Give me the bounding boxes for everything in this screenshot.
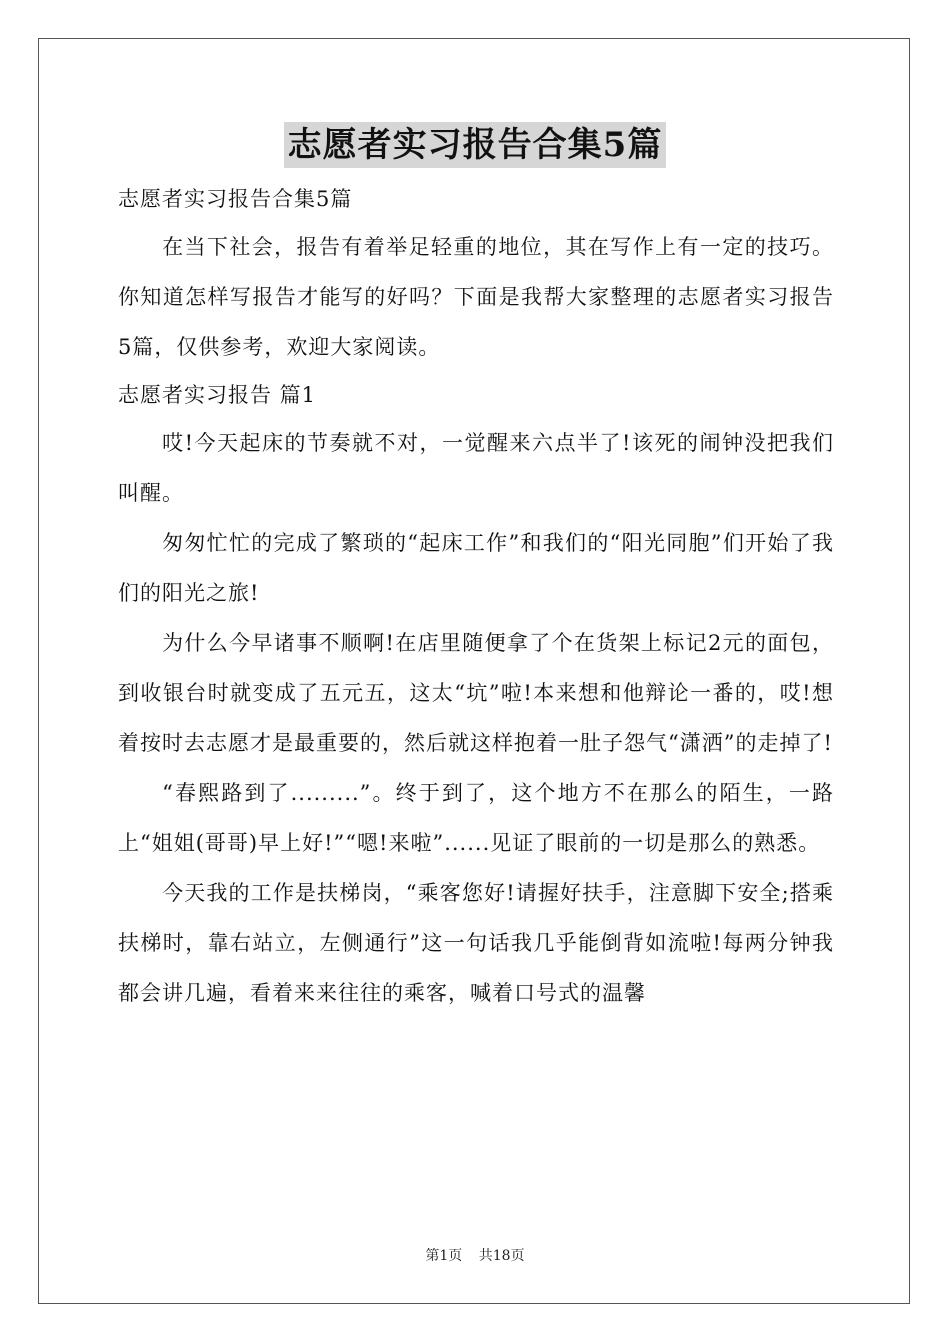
section-heading: 志愿者实习报告 篇1 xyxy=(118,383,317,407)
page-number: 第1页 xyxy=(425,1248,463,1264)
body-paragraph-1: 哎!今天起床的节奏就不对，一觉醒来六点半了!该死的闹钟没把我们叫醒。 xyxy=(118,431,834,505)
page-total: 共18页 xyxy=(478,1248,525,1264)
intro-paragraph: 在当下社会，报告有着举足轻重的地位，其在写作上有一定的技巧。你知道怎样写报告才能写的好吗？下面是我帮大家整理的志愿者实习报告5篇，仅供参考，欢迎大家阅读。 xyxy=(118,235,834,359)
body-paragraph-3: 为什么今早诸事不顺啊!在店里随便拿了个在货架上标记2元的面包，到收银台时就变成了五元五，这太“坑”啦!本来想和他辩论一番的，哎!想着按时去志愿才是最重要的，然后就这样抱着一肚子怨气“潇洒”的走掉了! xyxy=(118,631,834,755)
title-area xyxy=(0,122,950,168)
document-body xyxy=(118,176,834,1018)
body-paragraph-5: 今天我的工作是扶梯岗，“乘客您好!请握好扶手，注意脚下安全;搭乘扶梯时，靠右站立，左侧通行”这一句话我几乎能倒背如流啦!每两分钟我都会讲几遍，看着来来往往的乘客，喊着口号式的温馨 xyxy=(118,881,834,1005)
body-paragraph-2: 匆匆忙忙的完成了繁琐的“起床工作”和我们的“阳光同胞”们开始了我们的阳光之旅! xyxy=(118,531,834,605)
document-subtitle: 志愿者实习报告合集5篇 xyxy=(118,187,353,211)
body-paragraph-4: “春熙路到了.........”。终于到了，这个地方不在那么的陌生，一路上“姐姐(哥哥)早上好!”“嗯!来啦”......见证了眼前的一切是那么的熟悉。 xyxy=(118,781,834,855)
document-title: 志愿者实习报告合集5篇 xyxy=(284,122,667,168)
page-footer xyxy=(0,1246,950,1266)
